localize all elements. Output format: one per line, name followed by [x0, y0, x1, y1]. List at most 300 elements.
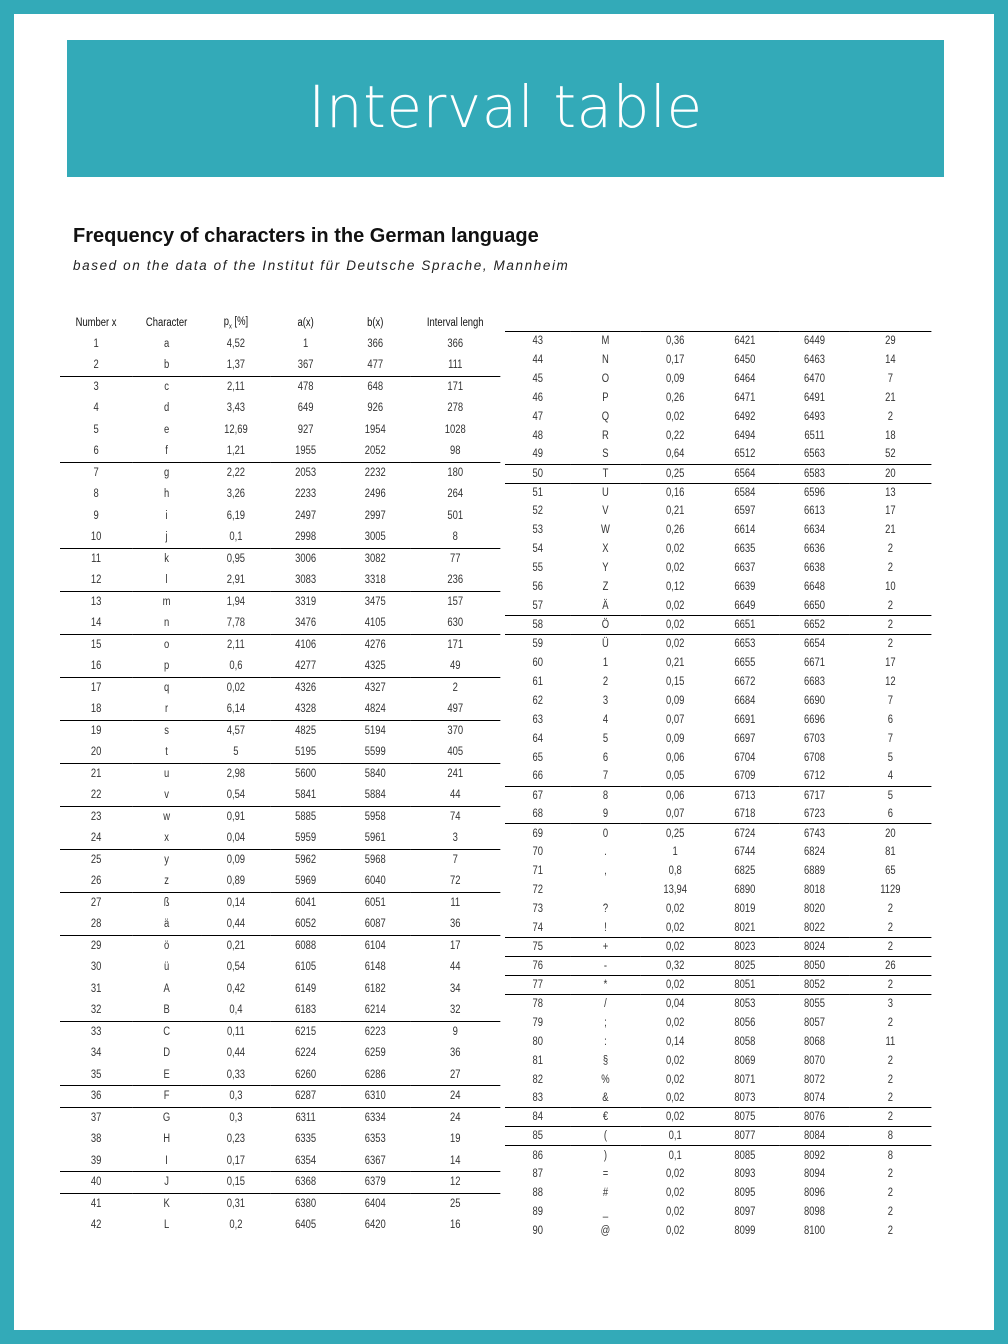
cell-interval-length: 501	[447, 509, 464, 522]
cell-number: 81	[532, 1054, 544, 1067]
cell-character: (	[571, 1127, 641, 1146]
cell-b: 8092	[780, 1146, 850, 1165]
cell-number: 17	[60, 677, 132, 699]
cell-a: 8095	[734, 1187, 756, 1200]
cell-character: :	[604, 1035, 607, 1048]
cell-character: R	[602, 429, 609, 442]
cell-b: 6223	[340, 1021, 410, 1043]
cell-character: /	[571, 994, 641, 1013]
cell-character: J	[132, 1172, 201, 1194]
cell-character: S	[602, 448, 609, 461]
cell-a: 8069	[734, 1054, 756, 1067]
cell-interval-length: 2	[887, 1187, 894, 1200]
cell-b: 6583	[780, 464, 850, 483]
cell-b: 6712	[804, 770, 826, 783]
cell-probability: 2,91	[226, 574, 246, 586]
cell-number: 19	[60, 720, 132, 742]
cell-interval-length: 17	[885, 505, 896, 518]
cell-number: 48	[532, 429, 544, 442]
cell-a: 6584	[710, 483, 780, 502]
cell-a: 5969	[295, 875, 317, 887]
cell-character: O	[601, 372, 610, 385]
cell-b: 6654	[780, 635, 850, 654]
cell-probability: 0,3	[201, 1107, 271, 1129]
cell-interval-length: 264	[447, 488, 464, 501]
cell-probability: 4,57	[201, 720, 271, 742]
cell-character: 7	[602, 770, 609, 783]
col-header-b: b(x)	[367, 317, 384, 329]
cell-b: 6087	[364, 918, 386, 930]
cell-character: u	[132, 763, 201, 785]
table-row	[505, 748, 931, 767]
cell-character: y	[132, 849, 201, 871]
cell-interval-length: 29	[849, 332, 931, 351]
cell-character: ?	[602, 903, 609, 916]
cell-b: 8094	[804, 1168, 826, 1181]
cell-b: 8076	[780, 1108, 850, 1127]
cell-a: 6105	[295, 961, 317, 974]
table-row	[60, 591, 500, 613]
cell-a: 6512	[734, 448, 756, 461]
cell-number: 27	[60, 892, 132, 914]
cell-a: 927	[297, 423, 314, 436]
table-row	[60, 634, 500, 656]
table-row	[60, 1043, 500, 1065]
cell-interval-length: 98	[449, 445, 461, 457]
interval-table-left	[60, 313, 500, 1236]
cell-a: 6260	[295, 1068, 317, 1081]
cell-a: 6052	[295, 918, 317, 930]
cell-number: 80	[532, 1035, 544, 1048]
cell-probability: 0,54	[226, 789, 246, 801]
cell-b: 5968	[340, 849, 410, 871]
cell-character: ß	[132, 892, 201, 914]
cell-b: 6636	[804, 543, 826, 556]
cell-interval-length: 497	[447, 703, 464, 715]
cell-character: H	[163, 1133, 171, 1146]
cell-probability: 0,44	[226, 1047, 246, 1060]
table-row	[505, 672, 931, 691]
cell-b: 6104	[340, 935, 410, 957]
cell-probability: 0,44	[226, 918, 246, 930]
table-row	[60, 1150, 500, 1172]
cell-number: 16	[90, 660, 102, 672]
cell-probability: 2,22	[201, 462, 271, 484]
cell-character: c	[132, 376, 201, 398]
cell-interval-length: 14	[885, 353, 896, 366]
cell-b: 5958	[340, 806, 410, 828]
cell-number: 18	[90, 703, 102, 715]
cell-number: 15	[60, 634, 132, 656]
cell-interval-length: 366	[447, 337, 464, 350]
cell-number: 66	[532, 770, 544, 783]
cell-character: T	[571, 464, 641, 483]
cell-a: 8058	[734, 1035, 756, 1048]
cell-probability: 1,37	[226, 359, 246, 371]
cell-interval-length: 34	[449, 982, 461, 995]
cell-probability: 3,26	[226, 488, 246, 501]
cell-character: z	[164, 875, 169, 887]
cell-probability: 0,02	[665, 1054, 685, 1067]
cell-b: 6148	[364, 961, 386, 974]
cell-character: Ü	[571, 635, 641, 654]
cell-interval-length: 17	[885, 656, 896, 669]
cell-a: 6724	[710, 824, 780, 843]
cell-character: +	[571, 938, 641, 957]
cell-interval-length: 1028	[444, 423, 466, 436]
cell-number: 33	[60, 1021, 132, 1043]
cell-number: 68	[532, 808, 544, 821]
cell-probability: 0,4	[229, 1004, 243, 1016]
cell-b: 6650	[804, 599, 826, 612]
cell-character: l	[165, 574, 168, 586]
cell-b: 5194	[340, 720, 410, 742]
cell-probability: 0,02	[665, 543, 685, 556]
table-row	[505, 597, 931, 616]
cell-probability: 12,69	[224, 423, 248, 436]
cell-number: 2	[93, 359, 99, 371]
cell-b: 8024	[780, 938, 850, 957]
cell-number: 46	[532, 391, 544, 404]
cell-probability: 0,14	[201, 892, 271, 914]
cell-a: 1955	[295, 445, 317, 457]
cell-b: 926	[367, 402, 384, 415]
cell-b: 6717	[780, 786, 850, 805]
cell-b: 6449	[780, 332, 850, 351]
cell-b: 6671	[804, 656, 826, 669]
table-row	[505, 388, 931, 407]
cell-a: 6464	[734, 372, 756, 385]
cell-a: 8075	[710, 1108, 780, 1127]
cell-probability: 0,26	[665, 524, 685, 537]
table-row	[505, 862, 931, 881]
cell-number: 54	[532, 543, 544, 556]
table-row	[505, 578, 931, 597]
cell-number: 25	[60, 849, 132, 871]
cell-probability: 0,26	[665, 391, 685, 404]
cell-interval-length: 2	[887, 410, 894, 423]
cell-number: 24	[90, 832, 102, 844]
cell-probability: 0,22	[665, 429, 685, 442]
cell-a: 6311	[271, 1107, 341, 1129]
interval-table-right	[505, 331, 931, 1241]
cell-probability: 0,07	[665, 808, 685, 821]
cell-interval-length: 2	[849, 938, 931, 957]
table-row	[60, 462, 500, 484]
cell-interval-length: 18	[885, 429, 896, 442]
cell-number: 8	[93, 488, 99, 501]
cell-probability: 0,02	[665, 1206, 685, 1219]
cell-interval-length: 44	[449, 789, 461, 801]
table-row	[505, 729, 931, 748]
cell-character: F	[132, 1086, 201, 1108]
cell-b: 6404	[340, 1193, 410, 1215]
cell-a: 367	[297, 359, 314, 371]
cell-number: 73	[532, 903, 544, 916]
cell-number: 43	[505, 332, 571, 351]
cell-probability: 7,78	[226, 617, 246, 629]
cell-probability: 5	[233, 746, 239, 758]
table-row	[505, 1070, 931, 1089]
table-row	[60, 935, 500, 957]
cell-number: 84	[505, 1108, 571, 1127]
cell-number: 62	[532, 694, 544, 707]
cell-character: j	[165, 531, 168, 543]
cell-number: 78	[505, 994, 571, 1013]
cell-character: 3	[602, 694, 609, 707]
cell-b: 6596	[780, 483, 850, 502]
table-row	[60, 1064, 500, 1086]
cell-interval-length: 26	[849, 956, 931, 975]
cell-character: N	[602, 353, 609, 366]
cell-b: 6334	[340, 1107, 410, 1129]
cell-number: 90	[532, 1225, 544, 1238]
cell-interval-length: 7	[410, 849, 500, 871]
cell-b: 6824	[804, 846, 826, 859]
cell-number: 22	[90, 789, 102, 801]
cell-interval-length: 21	[885, 391, 896, 404]
cell-b: 2997	[364, 509, 386, 522]
cell-interval-length: 7	[887, 372, 894, 385]
table-row	[60, 892, 500, 914]
cell-a: 6697	[734, 732, 756, 745]
cell-a: 4326	[271, 677, 341, 699]
cell-probability: 0,91	[201, 806, 271, 828]
cell-probability: 0,42	[226, 982, 246, 995]
cell-a: 6637	[734, 562, 756, 575]
cell-b: 1954	[364, 423, 386, 436]
cell-a: 6421	[710, 332, 780, 351]
cell-probability: 0,6	[229, 660, 243, 672]
cell-interval-length: 278	[447, 402, 464, 415]
table-row	[60, 419, 500, 441]
table-row	[505, 824, 931, 843]
cell-probability: 13,94	[663, 884, 687, 897]
cell-a: 6471	[734, 391, 756, 404]
cell-character: Y	[602, 562, 609, 575]
cell-probability: 2,98	[201, 763, 271, 785]
cell-number: 45	[532, 372, 544, 385]
cell-b: 6182	[364, 982, 386, 995]
cell-probability: 0,02	[665, 1073, 685, 1086]
cell-b: 6743	[780, 824, 850, 843]
cell-number: 85	[505, 1127, 571, 1146]
cell-interval-length: 2	[887, 543, 894, 556]
cell-b: 6051	[340, 892, 410, 914]
cell-interval-length: 12	[410, 1172, 500, 1194]
cell-interval-length: 236	[447, 574, 464, 586]
cell-interval-length: 1129	[880, 884, 901, 897]
table-row	[505, 994, 931, 1013]
cell-character: A	[163, 982, 170, 995]
cell-interval-length: 44	[449, 961, 461, 974]
table-row	[60, 1215, 500, 1237]
cell-interval-length: 6	[887, 713, 894, 726]
cell-b: 6696	[804, 713, 826, 726]
cell-b: 8052	[780, 975, 850, 994]
cell-number: 51	[505, 483, 571, 502]
cell-b: 6723	[804, 808, 826, 821]
cell-b: 4327	[340, 677, 410, 699]
cell-interval-length: 65	[885, 865, 896, 878]
cell-number: 64	[532, 732, 544, 745]
table-row	[505, 635, 931, 654]
cell-probability: 4,52	[226, 337, 246, 350]
cell-probability: 0,06	[640, 786, 710, 805]
cell-b: 8098	[804, 1206, 826, 1219]
cell-interval-length: 2	[887, 1206, 894, 1219]
cell-b: 6491	[804, 391, 826, 404]
cell-character: &	[602, 1092, 609, 1105]
cell-b: 5884	[364, 789, 386, 801]
table-row	[60, 720, 500, 742]
cell-b: 2052	[364, 445, 386, 457]
cell-probability: 1	[672, 846, 678, 859]
cell-interval-length: 5	[849, 786, 931, 805]
cell-number: 63	[532, 713, 544, 726]
cell-character: e	[163, 423, 170, 436]
cell-a: 3006	[271, 548, 341, 570]
cell-a: 5962	[271, 849, 341, 871]
cell-interval-length: 20	[849, 824, 931, 843]
cell-a: 6368	[271, 1172, 341, 1194]
cell-b: 6703	[804, 732, 826, 745]
cell-a: 8093	[734, 1168, 756, 1181]
table-row	[60, 849, 500, 871]
cell-number: 30	[90, 961, 102, 974]
cell-b: 3005	[364, 531, 386, 543]
cell-a: 4277	[295, 660, 317, 672]
cell-a: 8021	[734, 921, 756, 934]
cell-interval-length: 2	[887, 921, 894, 934]
cell-character: Z	[602, 581, 609, 594]
table-row	[60, 978, 500, 1000]
cell-character: d	[163, 402, 170, 415]
cell-interval-length: 49	[449, 660, 461, 672]
cell-number: 39	[90, 1154, 102, 1167]
cell-b: 4325	[364, 660, 386, 672]
cell-probability: 0,8	[668, 865, 682, 878]
table-row	[60, 333, 500, 355]
cell-a: 6450	[734, 353, 756, 366]
cell-number: 38	[90, 1133, 102, 1146]
cell-probability: 0,02	[665, 599, 685, 612]
cell-interval-length: 36	[449, 1047, 461, 1060]
cell-probability: 0,31	[201, 1193, 271, 1215]
cell-b: 6634	[804, 524, 826, 537]
cell-character: q	[132, 677, 201, 699]
cell-interval-length: 111	[448, 359, 463, 371]
cell-a: 2053	[271, 462, 341, 484]
table-row	[505, 464, 931, 483]
cell-number: 49	[532, 448, 544, 461]
table-row	[60, 505, 500, 527]
cell-b: 6708	[804, 751, 826, 764]
cell-number: 34	[90, 1047, 102, 1060]
cell-number: 72	[532, 884, 544, 897]
cell-interval-length: 8	[849, 1127, 931, 1146]
cell-number: 35	[90, 1068, 102, 1081]
cell-b: 8100	[804, 1225, 826, 1238]
cell-b: 6648	[804, 581, 826, 594]
table-row	[60, 785, 500, 807]
cell-a: 8097	[734, 1206, 756, 1219]
cell-interval-length: 14	[449, 1154, 461, 1167]
cell-number: 32	[90, 1004, 102, 1016]
col-header-probability: $p_x$ [%]	[223, 315, 249, 331]
table-row	[505, 1127, 931, 1146]
cell-probability: 0,2	[229, 1219, 243, 1232]
cell-interval-length: 16	[449, 1219, 461, 1232]
cell-b: 8074	[804, 1092, 826, 1105]
cell-character: L	[163, 1219, 170, 1232]
cell-character: 8	[571, 786, 641, 805]
cell-b: 648	[340, 376, 410, 398]
cell-probability: 0,02	[201, 677, 271, 699]
cell-probability: 0,21	[201, 935, 271, 957]
cell-interval-length: 2	[849, 975, 931, 994]
table-row	[505, 1184, 931, 1203]
table-row	[505, 1222, 931, 1241]
cell-character: K	[132, 1193, 201, 1215]
cell-character: Ä	[602, 599, 609, 612]
cell-b: 6638	[804, 562, 826, 575]
cell-a: 8053	[710, 994, 780, 1013]
cell-probability: 0,02	[665, 1016, 685, 1029]
cell-number: 57	[532, 599, 544, 612]
cell-number: 5	[93, 423, 99, 436]
cell-a: 2998	[295, 531, 317, 543]
cell-interval-length: 11	[885, 1035, 896, 1048]
cell-interval-length: 2	[887, 903, 894, 916]
cell-probability: 0,02	[640, 635, 710, 654]
cell-probability: 0,54	[226, 961, 246, 974]
cell-a: 8073	[734, 1092, 756, 1105]
cell-character: 9	[602, 808, 609, 821]
cell-b: 4105	[364, 617, 386, 629]
cell-probability: 0,17	[226, 1154, 246, 1167]
cell-character: ü	[163, 961, 170, 974]
cell-character: !	[604, 921, 607, 934]
cell-character: g	[132, 462, 201, 484]
cell-interval-length: 4	[887, 770, 894, 783]
cell-character: -	[571, 956, 641, 975]
cell-character: .	[604, 846, 607, 859]
cell-b: 8050	[780, 956, 850, 975]
cell-interval-length: 3	[452, 832, 458, 844]
table-row	[505, 426, 931, 445]
table-row	[505, 710, 931, 729]
cell-interval-length: 7	[887, 694, 894, 707]
cell-a: 6149	[295, 982, 317, 995]
cell-b: 3475	[340, 591, 410, 613]
cell-probability: 0,15	[665, 675, 685, 688]
cell-number: 67	[505, 786, 571, 805]
cell-a: 6405	[295, 1219, 317, 1232]
cell-interval-length: 2	[887, 1225, 894, 1238]
table-row	[60, 699, 500, 721]
table-row	[60, 1129, 500, 1151]
cell-probability: 0,1	[640, 1146, 710, 1165]
cell-probability: 2,11	[201, 634, 271, 656]
cell-number: 58	[505, 616, 571, 635]
cell-interval-length: 2	[849, 616, 931, 635]
cell-number: 44	[532, 353, 544, 366]
cell-probability: 0,04	[226, 832, 246, 844]
cell-number: 61	[532, 675, 544, 688]
table-row	[505, 956, 931, 975]
cell-probability: 0,16	[640, 483, 710, 502]
